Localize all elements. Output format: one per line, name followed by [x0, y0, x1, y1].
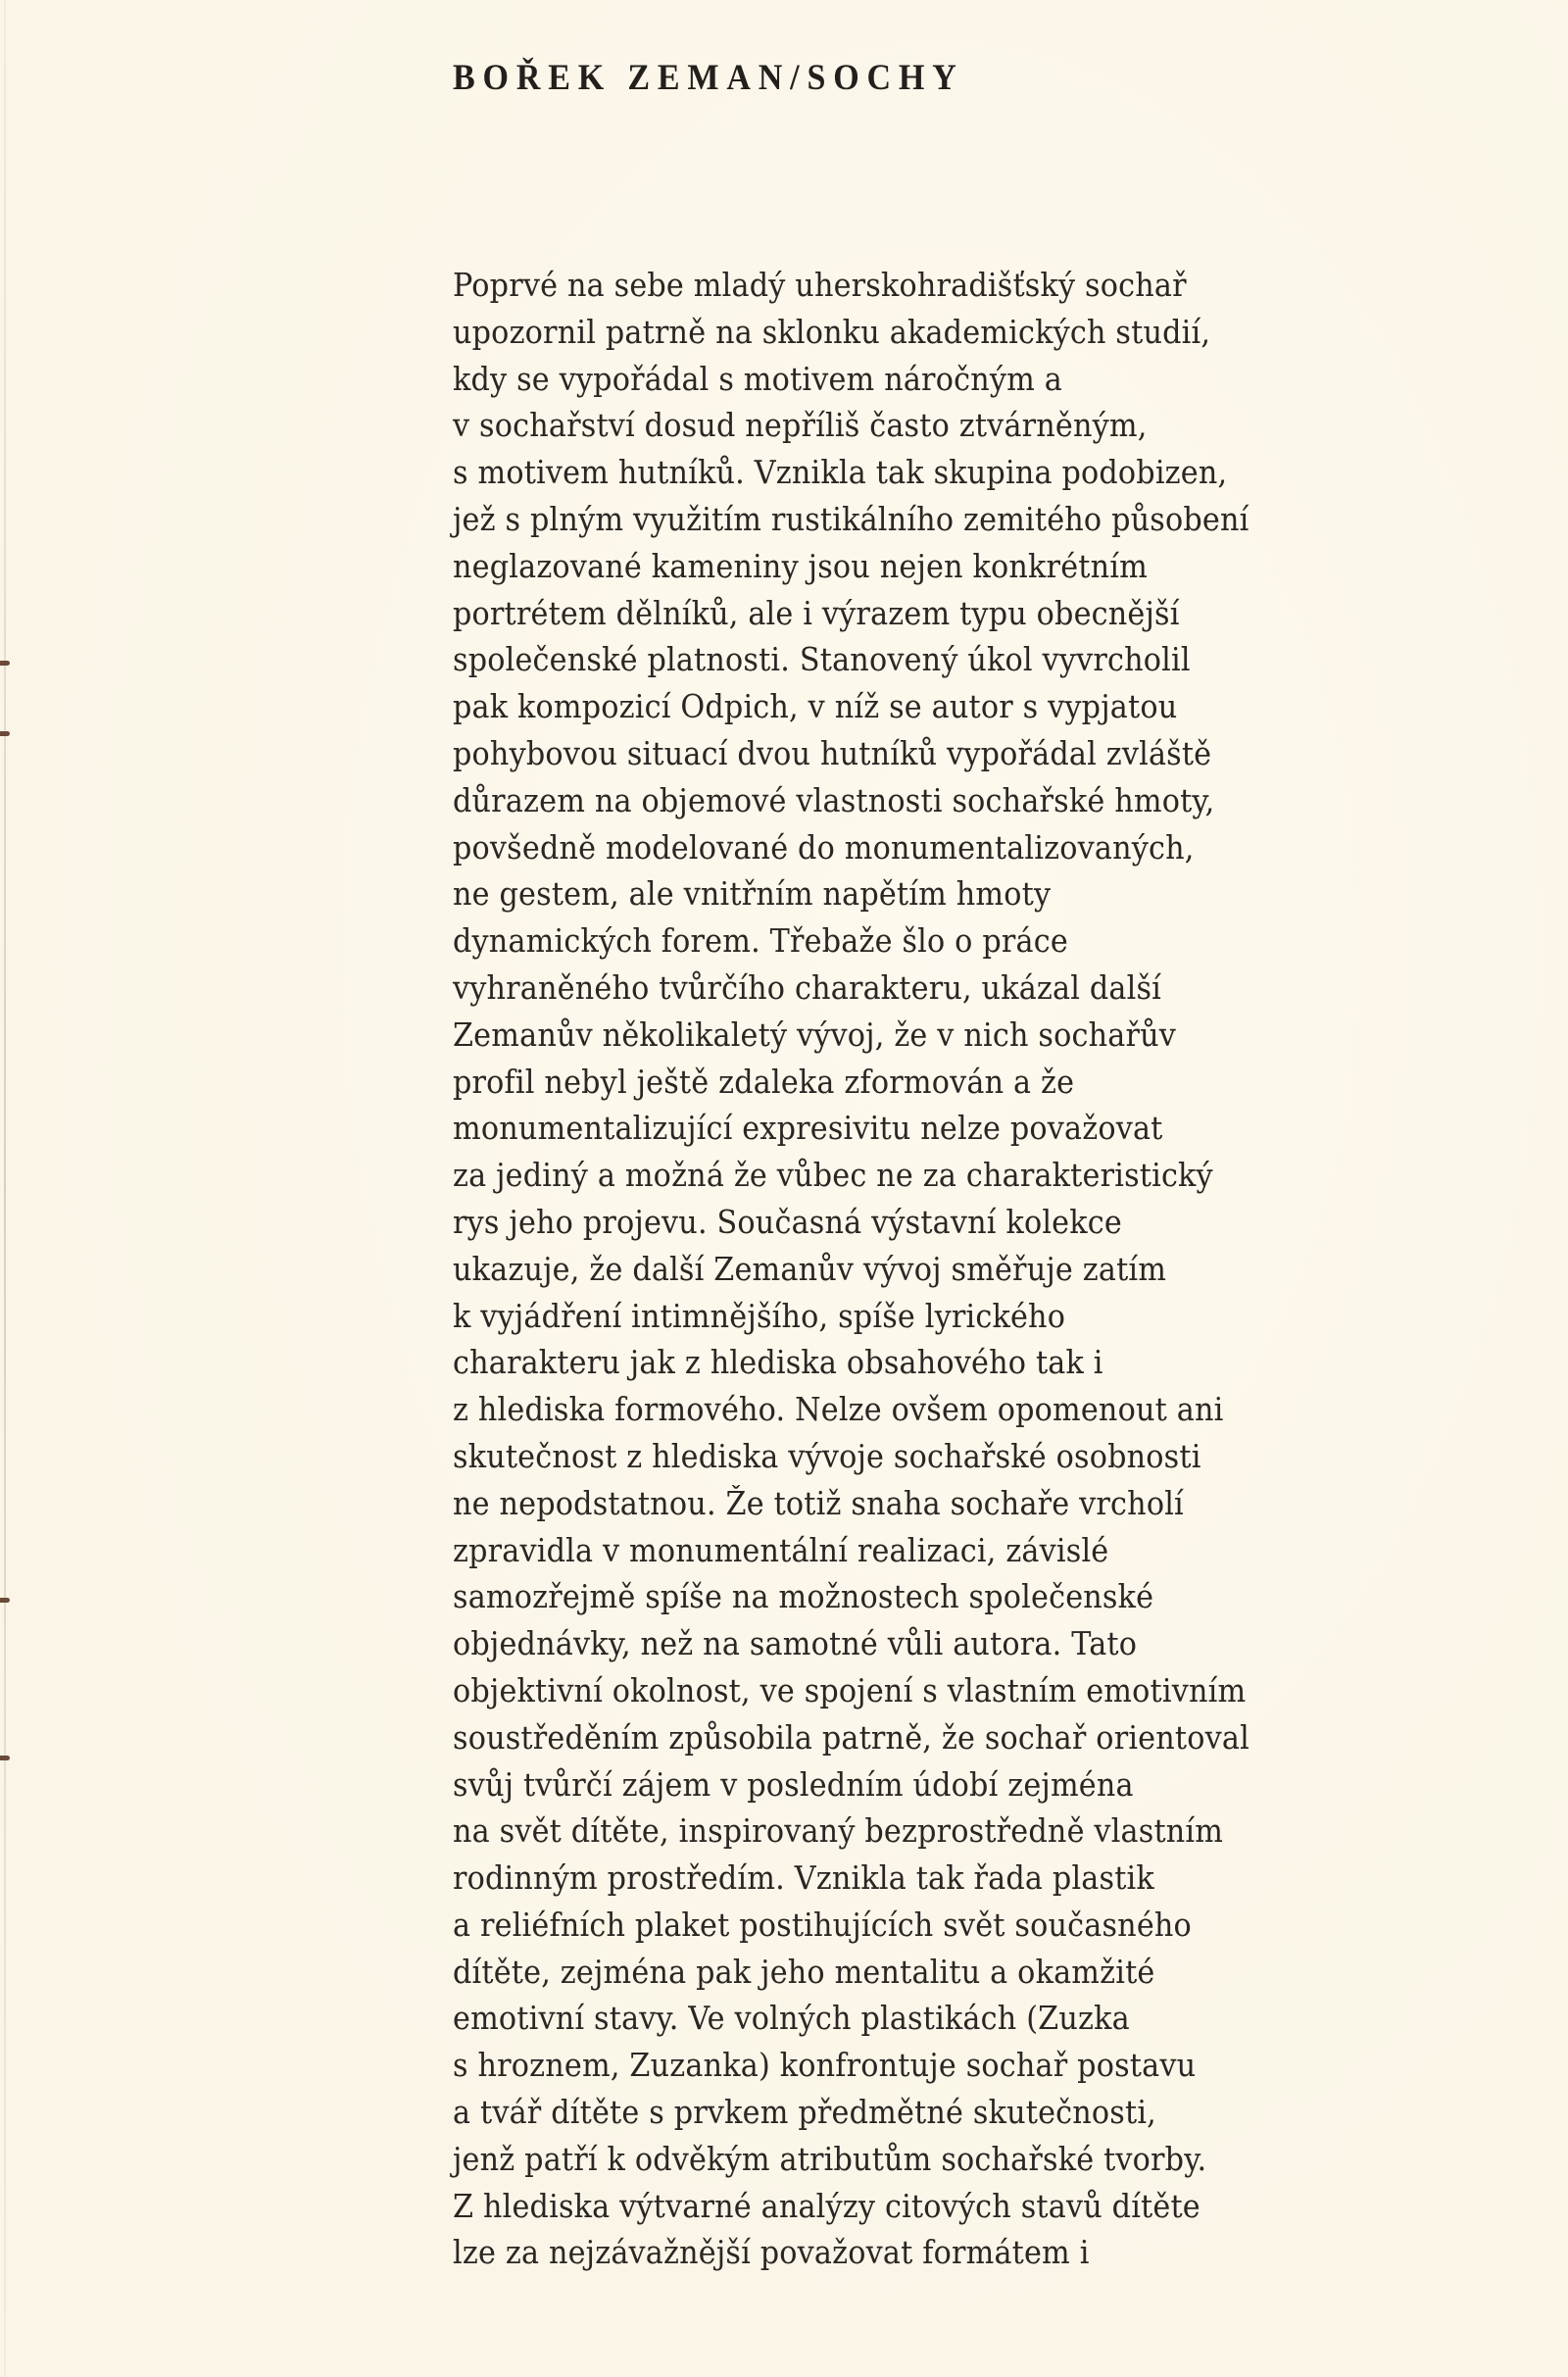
- text-line: v sochařství dosud nepříliš často ztvárněným,: [453, 407, 1148, 445]
- text-line: k vyjádření intimnějšího, spíše lyrického: [453, 1297, 1066, 1335]
- text-line: na svět dítěte, inspirovaný bezprostředně vlastním: [453, 1812, 1224, 1851]
- text-line: ukazuje, že další Zemanův vývoj směřuje zatím: [453, 1250, 1167, 1288]
- text-line: důrazem na objemové vlastnosti sochařské hmoty,: [453, 781, 1215, 819]
- page-title: BOŘEK ZEMAN/SOCHY: [453, 58, 964, 98]
- text-line: objednávky, než na samotné vůli autora. Tato: [453, 1625, 1138, 1663]
- text-line: jež s plným využitím rustikálního zemitého působení: [453, 500, 1250, 538]
- text-line: kdy se vypořádal s motivem náročným a: [453, 360, 1062, 398]
- text-line: pohybovou situací dvou hutníků vypořádal zvláště: [453, 734, 1212, 772]
- text-line: jenž patří k odvěkým atributům sochařské tvorby.: [453, 2140, 1207, 2178]
- text-line: rodinným prostředím. Vznikla tak řada plastik: [453, 1859, 1154, 1898]
- text-line: upozornil patrně na sklonku akademických studií,: [453, 313, 1211, 351]
- text-line: dítěte, zejména pak jeho mentalitu a okamžité: [453, 1953, 1155, 1991]
- text-line: s motivem hutníků. Vznikla tak skupina podobizen,: [453, 454, 1228, 492]
- text-line: Z hlediska výtvarné analýzy citových stavů dítěte: [453, 2187, 1200, 2225]
- text-line: povšedně modelované do monumentalizovaných,: [453, 828, 1195, 867]
- margin-mark: [0, 731, 10, 736]
- text-line: rys jeho projevu. Současná výstavní kolekce: [453, 1203, 1122, 1241]
- text-line: z hlediska formového. Nelze ovšem opomenout ani: [453, 1391, 1224, 1429]
- text-line: s hroznem, Zuzanka) konfrontuje sochař postavu: [453, 2047, 1197, 2085]
- margin-mark: [0, 1756, 10, 1760]
- text-line: objektivní okolnost, ve spojení s vlastním emotivním: [453, 1671, 1247, 1709]
- text-line: samozřejmě spíše na možnostech společenské: [453, 1578, 1154, 1616]
- text-line: dynamických forem. Třebaže šlo o práce: [453, 922, 1068, 961]
- text-line: vyhraněného tvůrčího charakteru, ukázal další: [453, 968, 1162, 1007]
- text-line: emotivní stavy. Ve volných plastikách (Zuzka: [453, 2000, 1130, 2038]
- text-line: Zemanův několikaletý vývoj, že v nich sochařův: [453, 1015, 1177, 1054]
- text-line: portrétem dělníků, ale i výrazem typu obecnější: [453, 594, 1180, 632]
- text-line: soustředěním způsobila patrně, že sochař orientoval: [453, 1718, 1250, 1757]
- text-line: charakteru jak z hlediska obsahového tak i: [453, 1344, 1103, 1382]
- page-binding-edge: [4, 0, 6, 2377]
- text-line: monumentalizující expresivitu nelze považovat: [453, 1110, 1163, 1148]
- article-body: [453, 263, 1541, 2277]
- text-line: lze za nejzávažnější považovat formátem i: [453, 2234, 1090, 2272]
- text-line: ne gestem, ale vnitřním napětím hmoty: [453, 875, 1052, 914]
- text-line: zpravidla v monumentální realizaci, závislé: [453, 1531, 1109, 1569]
- text-line: Poprvé na sebe mladý uherskohradišťský sochař: [453, 267, 1187, 304]
- text-line: neglazované kameniny jsou nejen konkrétním: [453, 547, 1148, 585]
- text-line: společenské platnosti. Stanovený úkol vyvrcholil: [453, 641, 1191, 679]
- margin-mark: [0, 661, 10, 666]
- margin-mark: [0, 1598, 10, 1603]
- text-line: ne nepodstatnou. Že totiž snaha sochaře vrcholí: [453, 1484, 1184, 1522]
- text-line: skutečnost z hlediska vývoje sochařské osobnosti: [453, 1437, 1201, 1475]
- text-line: za jediný a možná že vůbec ne za charakteristický: [453, 1157, 1213, 1195]
- text-line: profil nebyl ještě zdaleka zformován a že: [453, 1063, 1075, 1101]
- text-line: pak kompozicí Odpich, v níž se autor s vypjatou: [453, 688, 1178, 726]
- text-line: svůj tvůrčí zájem v posledním údobí zejména: [453, 1765, 1134, 1804]
- text-line: a reliéfních plaket postihujících svět současného: [453, 1906, 1192, 1944]
- text-line: a tvář dítěte s prvkem předmětné skutečnosti,: [453, 2094, 1156, 2132]
